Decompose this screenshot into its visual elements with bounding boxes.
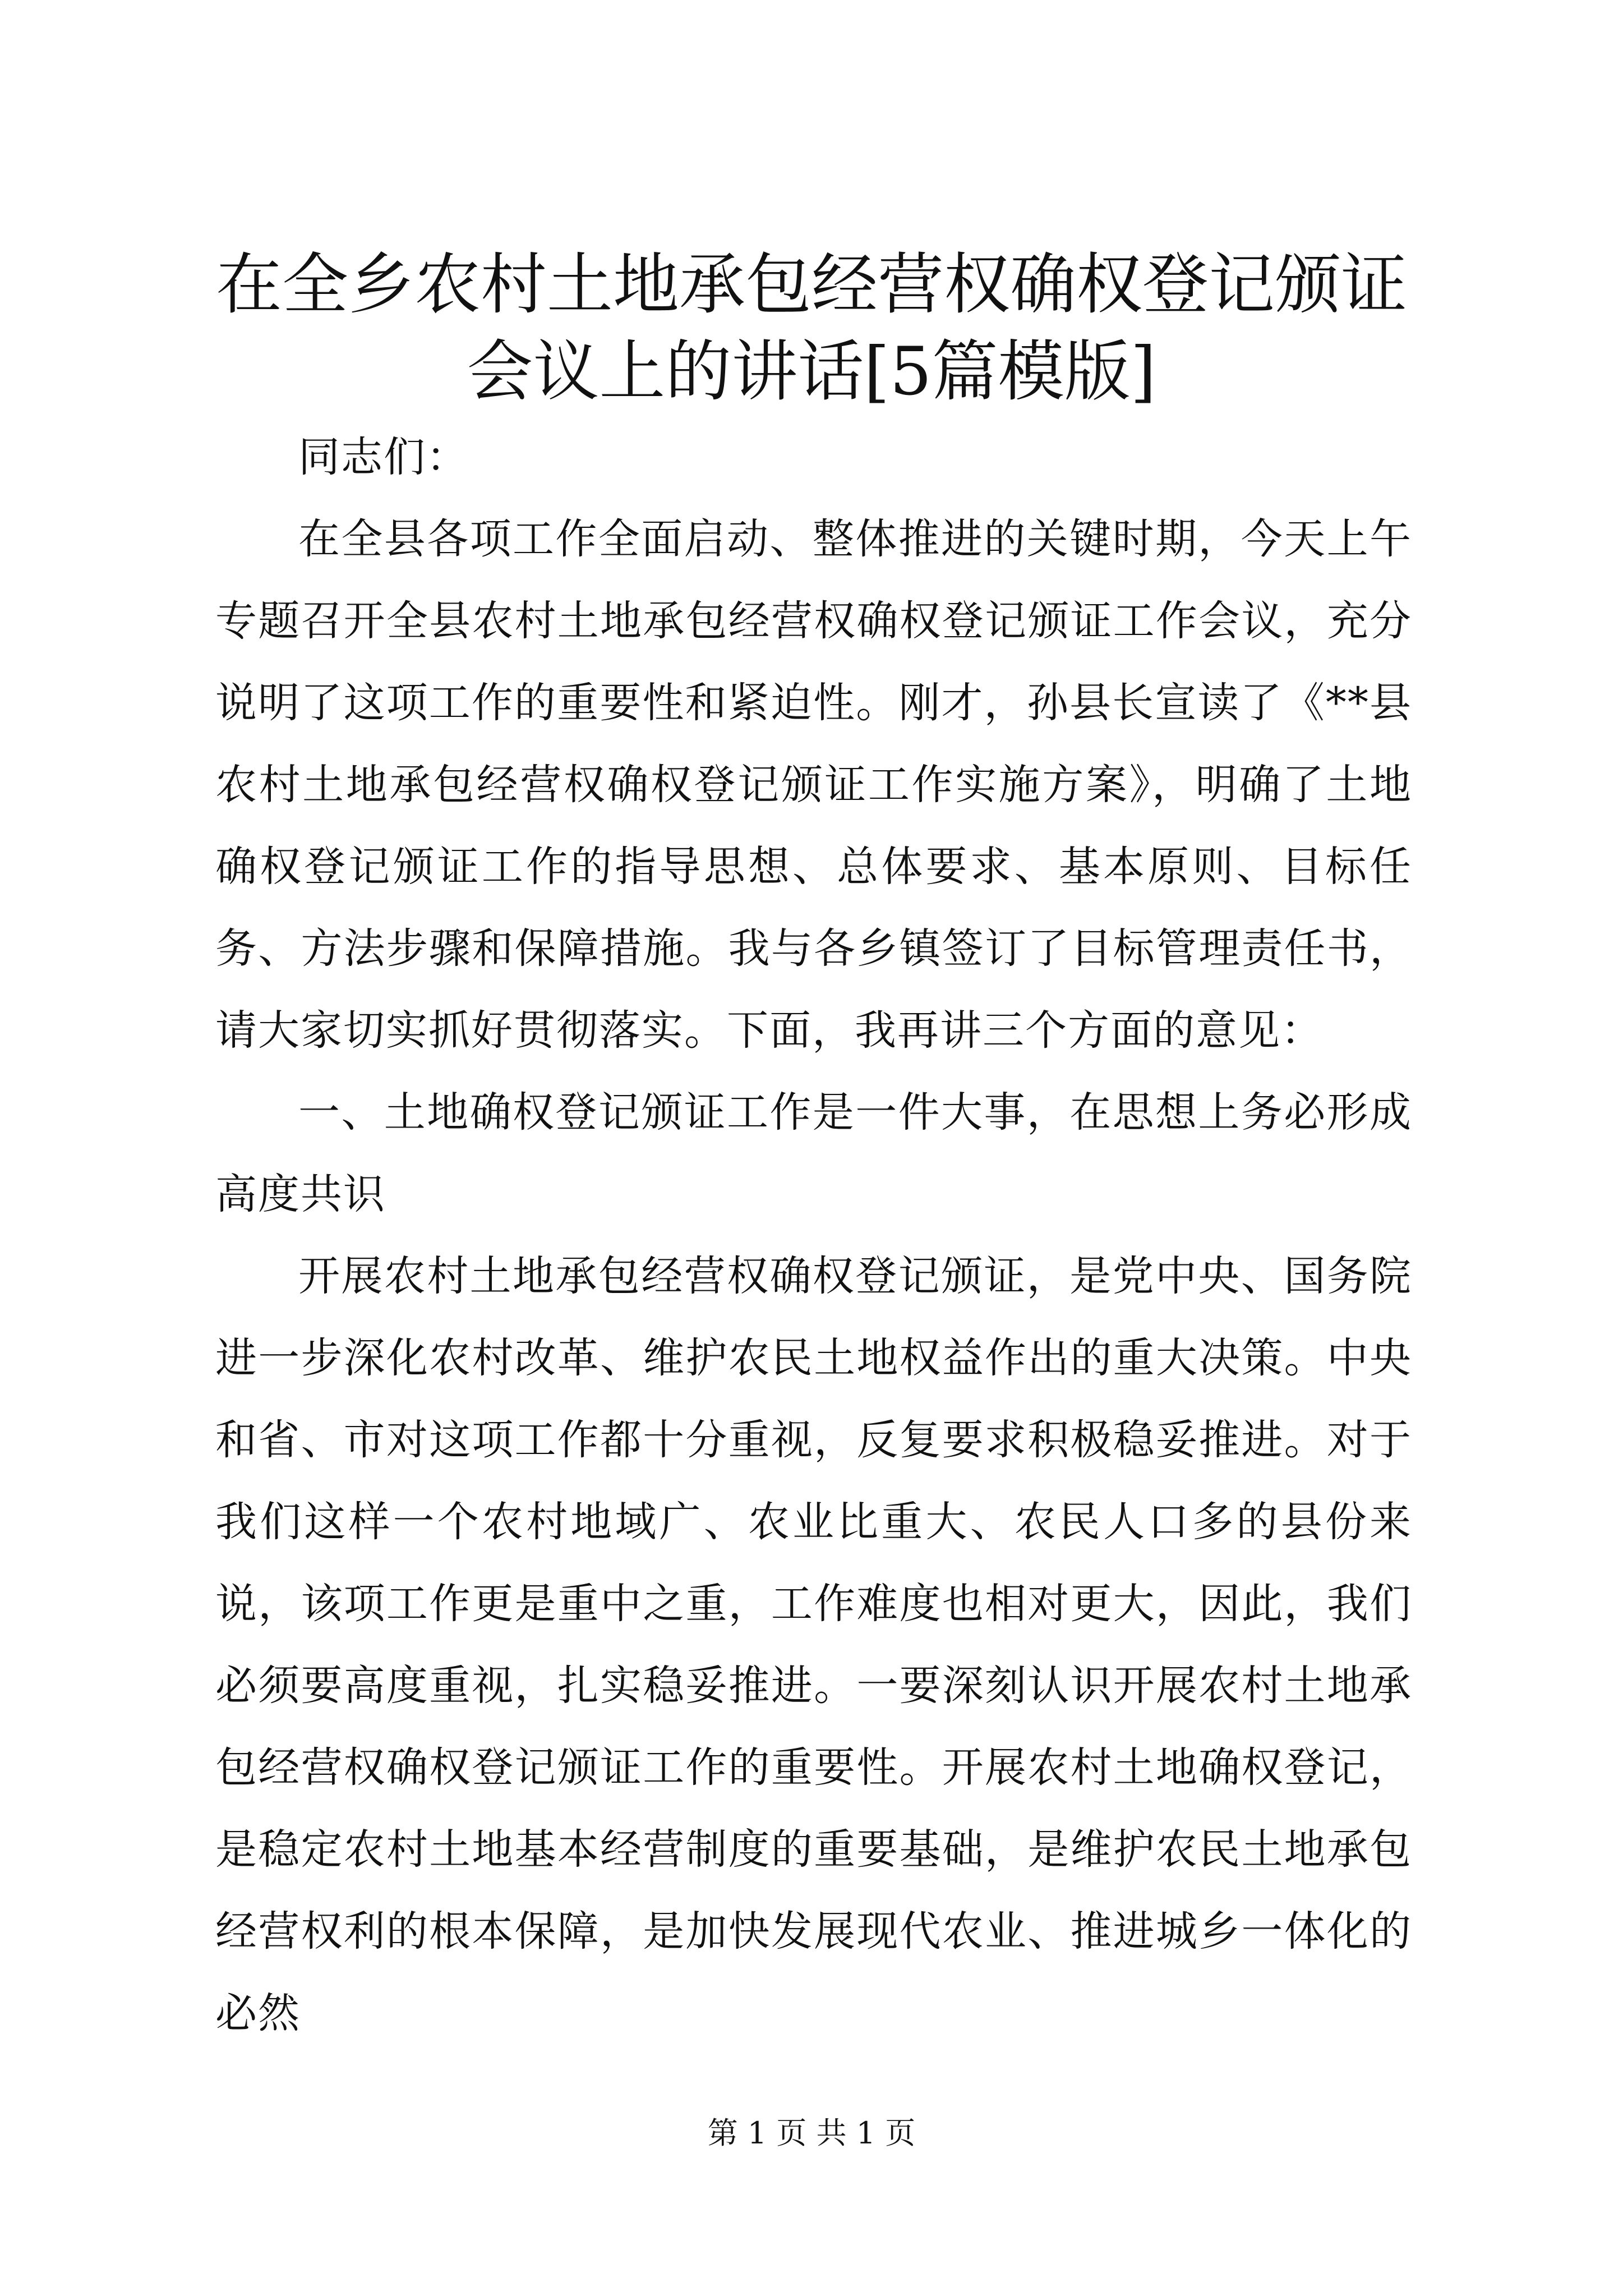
page-footer: 第 1 页 共 1 页 — [707, 2115, 916, 2151]
document-body — [215, 416, 1412, 2054]
salutation-paragraph: 同志们： — [298, 433, 469, 481]
section-1-paragraph: 开展农村土地承包经营权确权登记颁证，是党中央、国务院进一步深化农村改革、维护农民土地权益作出的重大决策。中央和省、市对这项工作都十分重视，反复要求积极稳妥推进。对于我们这样一个农村地域广、农业比重大、农民人口多的县份来说，该项工作更是重中之重，工作难度也相对更大，因此，我们必须要高度重视，扎实稳妥推进。一要深刻认识开展农村土地承包经营权确权登记颁证工作的重要性。开展农村土地确权登记，是稳定农村土地基本经营制度的重要基础，是维护农民土地承包经营权利的根本保障，是加快发展现代农业、推进城乡一体化的必然 — [215, 1252, 1412, 2037]
section-heading-1: 一、土地确权登记颁证工作是一件大事，在思想上务必形成高度共识 — [215, 1088, 1412, 1218]
intro-paragraph: 在全县各项工作全面启动、整体推进的关键时期，今天上午专题召开全县农村土地承包经营权确权登记颁证工作会议，充分说明了这项工作的重要性和紧迫性。刚才，孙县长宣读了《**县农村土地承包经营权确权登记颁证工作实施方案》，明确了土地确权登记颁证工作的指导思想、总体要求、基本原则、目标任务、方法步骤和保障措施。我与各乡镇签订了目标管理责任书，请大家切实抓好贯彻落实。下面，我再讲三个方面的意见： — [215, 515, 1412, 1055]
document-title: 在全乡农村土地承包经营权确权登记颁证会议上的讲话[5篇模版] — [215, 246, 1407, 410]
